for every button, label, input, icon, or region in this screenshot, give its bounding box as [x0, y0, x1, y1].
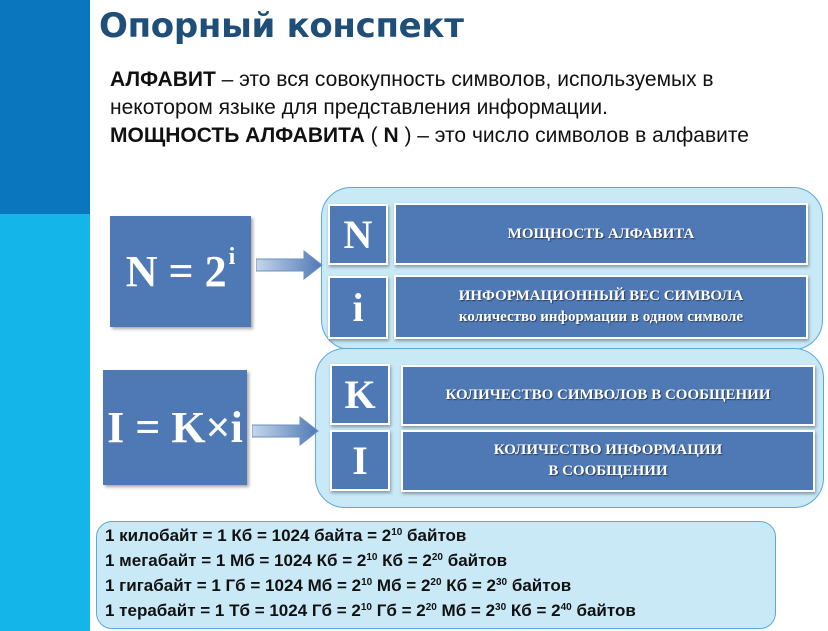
unit-megabyte: 1 мегабайт = 1 Мб = 1024 Кб = $2^{10}$ Кб = $2^{20}$ байтов	[105, 551, 508, 570]
alphabet-definition	[110, 66, 800, 122]
power-paren-open: (	[364, 124, 384, 147]
definitions-block	[110, 66, 800, 150]
formula2-arrow	[252, 416, 320, 446]
formula2-desc-i	[401, 430, 815, 492]
formula1-base: N = 2	[125, 247, 227, 296]
formula1-exponent: i	[228, 244, 236, 270]
power-term: МОЩНОСТЬ АЛФАВИТА	[110, 124, 365, 147]
desc-line: ИНФОРМАЦИОННЫЙ ВЕС СИМВОЛА	[458, 288, 744, 304]
units-box	[96, 521, 776, 629]
formula2-box: I = K×i	[103, 370, 247, 485]
formula1-box	[110, 216, 251, 327]
formula1-arrow	[256, 250, 324, 280]
power-symbol: N	[383, 124, 399, 147]
desc-line: КОЛИЧЕСТВО ИНФОРМАЦИИ	[493, 442, 723, 458]
alphabet-text: – это вся совокупность символов, используемых в некотором языке для представления информации.	[110, 68, 714, 119]
sidebar-dark-stripe	[0, 0, 90, 214]
formula2-desc-k	[401, 365, 815, 426]
desc-line: МОЩНОСТЬ АЛФАВИТА	[507, 225, 695, 242]
formula1-desc-n	[394, 203, 808, 265]
alphabet-term: АЛФАВИТ	[110, 68, 216, 91]
unit-gigabyte: 1 гигабайт = 1 Гб = 1024 Мб = $2^{10}$ Мб = $2^{20}$ Кб = $2^{30}$ байтов	[105, 576, 572, 595]
desc-line: В СООБЩЕНИИ	[548, 463, 668, 479]
unit-terabyte: 1 терабайт = 1 Тб = 1024 Гб = $2^{10}$ Гб = $2^{20}$ Мб = $2^{30}$ Кб = $2^{40}$ байтов	[105, 601, 636, 620]
formula1-symbol-i: i	[328, 276, 388, 339]
formula1-desc-i	[394, 275, 808, 339]
power-text: ) – это число символов в алфавите	[398, 124, 749, 147]
formula2-symbol-i: I	[330, 430, 390, 491]
unit-kilobyte: 1 килобайт = 1 Кб = 1024 байта = $2^{10}$ байтов	[105, 526, 467, 545]
slide-title: Опорный конспект	[99, 6, 464, 46]
formula1-symbol-n: N	[328, 204, 388, 265]
formula2-symbol-k: K	[330, 364, 390, 425]
sidebar-light-stripe	[0, 214, 90, 631]
desc-line: количество информации в одном символе	[458, 309, 744, 325]
desc-line: КОЛИЧЕСТВО СИМВОЛОВ В СООБЩЕНИИ	[445, 387, 771, 403]
power-definition	[110, 122, 800, 150]
